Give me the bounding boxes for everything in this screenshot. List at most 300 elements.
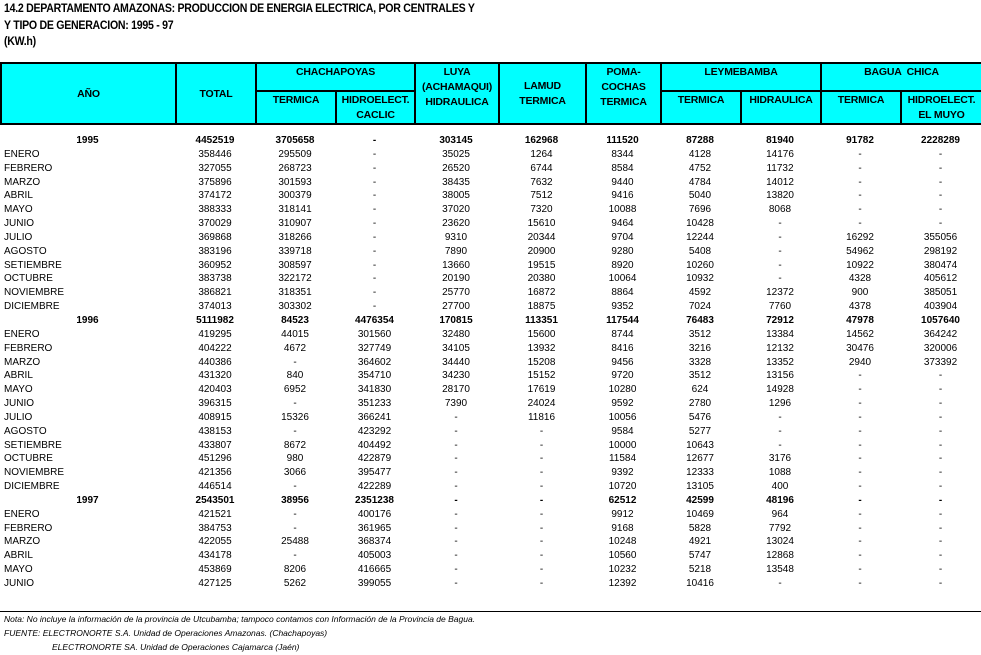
cell-lamud: 16872 bbox=[527, 287, 556, 299]
cell-chach-termica: 300379 bbox=[278, 190, 312, 202]
cell-luya: 32480 bbox=[442, 328, 470, 340]
cell-chach-termica: 308597 bbox=[278, 259, 312, 271]
cell-leym-hidraulica: - bbox=[778, 425, 782, 437]
cell-leym-termica: 10643 bbox=[686, 439, 714, 451]
cell-lamud: - bbox=[539, 508, 544, 520]
cell-bagua-hidro: - bbox=[938, 190, 943, 202]
cell-bagua-termica: - bbox=[858, 522, 862, 534]
cell-bagua-termica: - bbox=[858, 467, 862, 479]
cell-label: ENERO bbox=[4, 328, 40, 340]
cell-bagua-termica: - bbox=[858, 564, 862, 576]
cell-bagua-termica: - bbox=[858, 536, 862, 548]
cell-chach-hidro: - bbox=[372, 204, 377, 216]
cell-bagua-hidro: 373392 bbox=[923, 356, 958, 368]
cell-total: 453869 bbox=[198, 564, 232, 576]
cell-pomacochas: 9704 bbox=[611, 231, 634, 243]
cell-luya: 27700 bbox=[442, 301, 470, 313]
cell-pomacochas: 12392 bbox=[608, 578, 637, 589]
cell-total: 383196 bbox=[198, 245, 232, 257]
cell-chach-termica: 4672 bbox=[283, 342, 307, 354]
cell-label: OCTUBRE bbox=[4, 273, 53, 285]
cell-bagua-hidro: - bbox=[938, 467, 943, 479]
header-leymebamba: LEYMEBAMBA bbox=[661, 63, 821, 91]
cell-chach-hidro: - bbox=[372, 245, 377, 257]
cell-bagua-termica: - bbox=[858, 204, 862, 216]
cell-pomacochas: 10088 bbox=[608, 204, 637, 216]
cell-pomacochas: 9584 bbox=[611, 425, 634, 437]
cell-leym-hidraulica: 11732 bbox=[766, 162, 794, 174]
cell-lamud: 24024 bbox=[527, 398, 556, 410]
cell-chach-hidro: 400176 bbox=[357, 508, 392, 520]
cell-luya: 7390 bbox=[444, 398, 468, 410]
cell-leym-hidraulica: 13548 bbox=[766, 564, 794, 576]
data-table bbox=[0, 134, 981, 591]
cell-luya: 35025 bbox=[442, 148, 470, 160]
cell-leym-termica: 10469 bbox=[686, 508, 714, 520]
cell-pomacochas: 10064 bbox=[608, 273, 637, 285]
cell-luya: - bbox=[454, 550, 458, 562]
cell-leym-hidraulica: - bbox=[778, 218, 782, 230]
cell-leym-termica: 4128 bbox=[688, 148, 712, 160]
cell-bagua-hidro: 355056 bbox=[923, 231, 958, 243]
cell-bagua-termica: 91782 bbox=[846, 135, 874, 146]
cell-chach-termica: 339718 bbox=[278, 245, 312, 257]
header-bagua-chica: BAGUA CHICA bbox=[821, 63, 981, 91]
cell-total: 360952 bbox=[198, 259, 232, 271]
header-bagua-hidro bbox=[901, 91, 981, 124]
cell-bagua-hidro: 405612 bbox=[923, 273, 958, 285]
cell-leym-hidraulica: 48196 bbox=[766, 494, 794, 506]
cell-chach-termica: - bbox=[293, 481, 297, 493]
table-row bbox=[0, 535, 981, 549]
cell-label: JUNIO bbox=[4, 398, 34, 410]
table-row bbox=[0, 245, 981, 259]
cell-leym-termica: 5218 bbox=[688, 564, 712, 576]
cell-bagua-hidro: 320006 bbox=[923, 342, 958, 354]
cell-total: 451296 bbox=[198, 453, 232, 465]
cell-total: 434178 bbox=[198, 550, 232, 562]
cell-pomacochas: 9440 bbox=[611, 176, 634, 188]
cell-pomacochas: 9720 bbox=[611, 370, 634, 382]
cell-bagua-hidro: 380474 bbox=[923, 259, 958, 271]
cell-label: AGOSTO bbox=[4, 245, 47, 257]
cell-lamud: 7320 bbox=[530, 204, 553, 216]
header-lamud-line2: TERMICA bbox=[519, 95, 566, 107]
cell-pomacochas: 10720 bbox=[608, 481, 637, 493]
table-header bbox=[0, 62, 981, 125]
cell-luya: 20190 bbox=[442, 273, 470, 285]
cell-lamud: 11816 bbox=[527, 411, 556, 423]
cell-total: 388333 bbox=[198, 204, 232, 216]
header-chach-hidro-line2: CACLIC bbox=[356, 109, 395, 121]
table-row bbox=[0, 439, 981, 453]
cell-luya: 38005 bbox=[442, 190, 470, 202]
cell-bagua-termica: - bbox=[858, 218, 862, 230]
cell-lamud: 6744 bbox=[530, 162, 553, 174]
cell-bagua-termica: - bbox=[858, 148, 862, 160]
cell-chach-termica: 6952 bbox=[283, 384, 307, 396]
cell-pomacochas: 10248 bbox=[608, 536, 637, 548]
cell-pomacochas: 62512 bbox=[608, 494, 637, 506]
cell-total: 374013 bbox=[198, 301, 232, 313]
cell-luya: 34105 bbox=[442, 342, 470, 354]
cell-leym-termica: 5408 bbox=[688, 245, 712, 257]
cell-leym-termica: 7024 bbox=[688, 301, 712, 313]
cell-chach-hidro: - bbox=[372, 148, 377, 160]
cell-leym-hidraulica: 12372 bbox=[766, 287, 794, 299]
cell-bagua-termica: - bbox=[858, 578, 862, 589]
cell-luya: 38435 bbox=[442, 176, 470, 188]
cell-chach-hidro: 2351238 bbox=[355, 494, 394, 506]
source-line-1: FUENTE: ELECTRONORTE S.A. Unidad de Operaciones Amazonas. (Chachapoyas) bbox=[4, 628, 328, 638]
cell-lamud: - bbox=[539, 564, 544, 576]
year-total-row bbox=[0, 134, 981, 148]
cell-label: 1996 bbox=[76, 314, 99, 326]
cell-leym-hidraulica: 14012 bbox=[766, 176, 794, 188]
cell-lamud: - bbox=[539, 536, 544, 548]
cell-pomacochas: 10280 bbox=[608, 384, 637, 396]
cell-lamud: - bbox=[539, 550, 544, 562]
cell-total: 4452519 bbox=[195, 135, 235, 146]
cell-chach-termica: - bbox=[293, 522, 297, 534]
cell-lamud: 15152 bbox=[527, 370, 556, 382]
cell-chach-hidro: 404492 bbox=[357, 439, 392, 451]
table-row bbox=[0, 217, 981, 231]
table-row bbox=[0, 522, 981, 536]
header-bagua-hidro-line2: EL MUYO bbox=[918, 109, 965, 121]
cell-leym-termica: 12677 bbox=[686, 453, 714, 465]
cell-bagua-hidro: 2228289 bbox=[921, 135, 960, 146]
table-row bbox=[0, 342, 981, 356]
cell-bagua-termica: 2940 bbox=[848, 356, 872, 368]
cell-bagua-hidro: - bbox=[938, 453, 943, 465]
cell-lamud: 19515 bbox=[527, 259, 556, 271]
cell-chach-hidro: 395477 bbox=[357, 467, 392, 479]
cell-bagua-termica: 54962 bbox=[846, 245, 874, 257]
cell-chach-hidro: - bbox=[372, 135, 377, 146]
header-pomacochas bbox=[586, 63, 661, 124]
cell-total: 2543501 bbox=[195, 494, 235, 506]
cell-total: 433807 bbox=[198, 439, 232, 451]
cell-bagua-termica: - bbox=[858, 398, 862, 410]
cell-bagua-termica: - bbox=[858, 508, 862, 520]
cell-chach-hidro: 422879 bbox=[357, 453, 392, 465]
cell-pomacochas: 9168 bbox=[611, 522, 634, 534]
cell-label: ENERO bbox=[4, 508, 40, 520]
cell-leym-hidraulica: 81940 bbox=[766, 135, 794, 146]
table-row bbox=[0, 452, 981, 466]
table-row bbox=[0, 231, 981, 245]
cell-luya: - bbox=[454, 467, 458, 479]
cell-total: 386821 bbox=[198, 287, 232, 299]
cell-pomacochas: 8416 bbox=[611, 342, 634, 354]
cell-lamud: 7512 bbox=[530, 190, 553, 202]
cell-chach-termica: 301593 bbox=[278, 176, 312, 188]
table-row bbox=[0, 328, 981, 342]
header-luya-line1: LUYA bbox=[443, 66, 471, 78]
cell-leym-hidraulica: 1296 bbox=[768, 398, 792, 410]
table-row bbox=[0, 176, 981, 190]
cell-bagua-hidro: - bbox=[938, 384, 943, 396]
table-row bbox=[0, 480, 981, 494]
cell-pomacochas: 9280 bbox=[611, 245, 634, 257]
cell-chach-hidro: 301560 bbox=[357, 328, 392, 340]
cell-lamud: 20344 bbox=[527, 231, 556, 243]
cell-lamud: - bbox=[539, 467, 544, 479]
cell-chach-hidro: 361965 bbox=[357, 522, 392, 534]
table-row bbox=[0, 162, 981, 176]
cell-leym-termica: 5277 bbox=[688, 425, 712, 437]
cell-total: 369868 bbox=[198, 231, 232, 243]
cell-leym-termica: 4592 bbox=[688, 287, 712, 299]
cell-total: 396315 bbox=[198, 398, 232, 410]
cell-luya: 25770 bbox=[442, 287, 470, 299]
cell-label: SETIEMBRE bbox=[4, 259, 62, 271]
cell-bagua-hidro: - bbox=[938, 550, 943, 562]
cell-chach-termica: 15326 bbox=[281, 411, 309, 423]
cell-total: 438153 bbox=[198, 425, 232, 437]
cell-leym-hidraulica: 3176 bbox=[768, 453, 792, 465]
cell-leym-hidraulica: 14928 bbox=[766, 384, 794, 396]
table-row bbox=[0, 577, 981, 591]
cell-total: 370029 bbox=[198, 218, 232, 230]
cell-bagua-termica: - bbox=[858, 481, 862, 493]
cell-luya: - bbox=[454, 578, 458, 589]
cell-bagua-hidro: - bbox=[938, 564, 943, 576]
cell-luya: 7890 bbox=[444, 245, 468, 257]
cell-chach-termica: 3066 bbox=[283, 467, 307, 479]
header-leym-termica: TERMICA bbox=[661, 91, 741, 124]
footnote: Nota: No incluye la información de la provincia de Utcubamba; tampoco contamos con Información de la Provincia de Bagua. bbox=[4, 614, 476, 624]
cell-leym-hidraulica: - bbox=[778, 273, 782, 285]
cell-luya: 23620 bbox=[442, 218, 470, 230]
cell-leym-hidraulica: - bbox=[778, 259, 782, 271]
cell-total: 5111982 bbox=[196, 314, 234, 326]
cell-bagua-hidro: 385051 bbox=[923, 287, 958, 299]
cell-bagua-termica: - bbox=[858, 190, 862, 202]
cell-lamud: - bbox=[539, 578, 544, 589]
cell-chach-termica: 840 bbox=[286, 370, 304, 382]
cell-pomacochas: 9456 bbox=[611, 356, 634, 368]
cell-label: JUNIO bbox=[4, 218, 34, 230]
table-row bbox=[0, 466, 981, 480]
cell-lamud: - bbox=[539, 481, 544, 493]
year-total-row bbox=[0, 494, 981, 508]
cell-leym-hidraulica: 13820 bbox=[766, 190, 794, 202]
cell-chach-termica: 318141 bbox=[278, 204, 312, 216]
cell-leym-hidraulica: - bbox=[778, 439, 782, 451]
cell-chach-termica: 25488 bbox=[281, 536, 309, 548]
cell-chach-hidro: - bbox=[372, 231, 377, 243]
cell-chach-hidro: - bbox=[372, 176, 377, 188]
cell-leym-hidraulica: 7792 bbox=[768, 522, 792, 534]
table-row bbox=[0, 189, 981, 203]
header-chach-hidro bbox=[336, 91, 415, 124]
cell-luya: - bbox=[454, 536, 458, 548]
cell-bagua-hidro: 298192 bbox=[923, 245, 958, 257]
cell-bagua-hidro: - bbox=[938, 494, 943, 506]
cell-leym-hidraulica: - bbox=[778, 411, 782, 423]
cell-pomacochas: 8744 bbox=[611, 328, 634, 340]
header-poma-line2: COCHAS bbox=[601, 81, 646, 93]
cell-leym-hidraulica: 1088 bbox=[768, 467, 792, 479]
cell-bagua-termica: 4378 bbox=[848, 301, 872, 313]
cell-chach-termica: 318266 bbox=[278, 231, 312, 243]
cell-lamud: - bbox=[539, 425, 544, 437]
cell-lamud: 18875 bbox=[527, 301, 556, 313]
cell-luya: 28170 bbox=[442, 384, 470, 396]
cell-chach-hidro: 423292 bbox=[357, 425, 392, 437]
cell-bagua-termica: - bbox=[858, 370, 862, 382]
cell-chach-termica: - bbox=[293, 356, 297, 368]
cell-bagua-termica: - bbox=[858, 176, 862, 188]
table-row bbox=[0, 286, 981, 300]
cell-luya: - bbox=[454, 494, 458, 506]
cell-leym-hidraulica: 400 bbox=[771, 481, 789, 493]
cell-bagua-termica: - bbox=[858, 384, 862, 396]
cell-leym-termica: 4921 bbox=[688, 536, 712, 548]
header-anio: AÑO bbox=[1, 63, 176, 124]
cell-bagua-hidro: - bbox=[938, 411, 943, 423]
cell-leym-termica: 10428 bbox=[686, 218, 714, 230]
cell-leym-hidraulica: - bbox=[778, 231, 782, 243]
cell-label: NOVIEMBRE bbox=[4, 467, 65, 479]
cell-total: 327055 bbox=[198, 162, 232, 174]
cell-luya: 170815 bbox=[439, 314, 473, 326]
cell-leym-termica: 76483 bbox=[686, 314, 714, 326]
cell-pomacochas: 8864 bbox=[611, 287, 634, 299]
cell-pomacochas: 9352 bbox=[611, 301, 634, 313]
cell-leym-hidraulica: - bbox=[778, 578, 782, 589]
cell-chach-termica: 322172 bbox=[278, 273, 312, 285]
cell-bagua-hidro: 364242 bbox=[923, 328, 958, 340]
cell-total: 440386 bbox=[198, 356, 232, 368]
cell-label: FEBRERO bbox=[4, 162, 53, 174]
cell-bagua-hidro: - bbox=[938, 425, 943, 437]
cell-chach-hidro: - bbox=[372, 273, 377, 285]
cell-chach-hidro: 416665 bbox=[357, 564, 392, 576]
cell-bagua-hidro: - bbox=[938, 218, 943, 230]
cell-luya: - bbox=[454, 508, 458, 520]
cell-chach-hidro: 366241 bbox=[357, 411, 392, 423]
cell-total: 374172 bbox=[198, 190, 232, 202]
cell-leym-hidraulica: 7760 bbox=[768, 301, 792, 313]
cell-total: 421356 bbox=[198, 467, 232, 479]
cell-chach-termica: 295509 bbox=[278, 148, 312, 160]
header-chach-hidro-line1: HIDROELECT. bbox=[341, 94, 410, 106]
cell-label: SETIEMBRE bbox=[4, 439, 62, 451]
cell-bagua-hidro: - bbox=[938, 481, 943, 493]
cell-bagua-termica: 900 bbox=[851, 287, 869, 299]
cell-label: AGOSTO bbox=[4, 425, 47, 437]
cell-chach-hidro: 399055 bbox=[357, 578, 392, 589]
cell-luya: - bbox=[454, 411, 458, 423]
cell-total: 384753 bbox=[198, 522, 232, 534]
cell-luya: 26520 bbox=[442, 162, 470, 174]
cell-chach-hidro: - bbox=[372, 190, 377, 202]
cell-leym-termica: 5828 bbox=[688, 522, 712, 534]
cell-bagua-termica: 4328 bbox=[848, 273, 872, 285]
cell-chach-hidro: 422289 bbox=[357, 481, 392, 493]
cell-chach-hidro: 341830 bbox=[357, 384, 392, 396]
report-unit: (KW.h) bbox=[4, 36, 36, 48]
cell-leym-hidraulica: - bbox=[778, 245, 782, 257]
cell-label: ABRIL bbox=[4, 370, 33, 382]
table-row bbox=[0, 425, 981, 439]
cell-total: 383738 bbox=[198, 273, 232, 285]
cell-chach-termica: 8206 bbox=[283, 564, 307, 576]
cell-bagua-hidro: - bbox=[938, 508, 943, 520]
cell-chach-hidro: 351233 bbox=[357, 398, 392, 410]
cell-chach-hidro: 354710 bbox=[357, 370, 392, 382]
cell-luya: - bbox=[454, 564, 458, 576]
cell-bagua-termica: 47978 bbox=[846, 314, 874, 326]
cell-bagua-hidro: - bbox=[938, 148, 943, 160]
cell-bagua-hidro: 403904 bbox=[923, 301, 958, 313]
header-bagua-hidro-line1: HIDROELECT. bbox=[907, 94, 976, 106]
cell-leym-termica: 3216 bbox=[688, 342, 712, 354]
cell-bagua-hidro: - bbox=[938, 439, 943, 451]
cell-lamud: 1264 bbox=[530, 148, 553, 160]
cell-bagua-termica: - bbox=[858, 162, 862, 174]
cell-lamud: - bbox=[539, 494, 544, 506]
cell-luya: - bbox=[454, 425, 458, 437]
cell-chach-termica: 8672 bbox=[283, 439, 307, 451]
cell-total: 421521 bbox=[198, 508, 232, 520]
cell-leym-hidraulica: 72912 bbox=[766, 314, 794, 326]
header-luya-line2: (ACHAMAQUI) bbox=[421, 81, 493, 93]
cell-chach-termica: 303302 bbox=[278, 301, 312, 313]
cell-leym-termica: 87288 bbox=[686, 135, 714, 146]
cell-chach-hidro: - bbox=[372, 259, 377, 271]
cell-bagua-hidro: 1057640 bbox=[921, 314, 960, 326]
cell-total: 422055 bbox=[198, 536, 232, 548]
cell-chach-termica: - bbox=[293, 550, 297, 562]
cell-label: JULIO bbox=[4, 231, 33, 243]
cell-luya: 34440 bbox=[442, 356, 470, 368]
cell-label: MAYO bbox=[4, 204, 33, 216]
cell-bagua-hidro: - bbox=[938, 522, 943, 534]
cell-label: MAYO bbox=[4, 564, 33, 576]
header-poma-line3: TERMICA bbox=[600, 96, 647, 108]
cell-chach-termica: - bbox=[293, 398, 297, 410]
cell-lamud: 113351 bbox=[525, 314, 558, 326]
cell-chach-hidro: 368374 bbox=[357, 536, 392, 548]
cell-pomacochas: 117544 bbox=[606, 314, 639, 326]
cell-chach-termica: 268723 bbox=[278, 162, 312, 174]
cell-lamud: 15208 bbox=[527, 356, 556, 368]
cell-chach-termica: 318351 bbox=[278, 287, 312, 299]
cell-chach-hidro: 327749 bbox=[357, 342, 392, 354]
table-row bbox=[0, 369, 981, 383]
cell-luya: - bbox=[454, 453, 458, 465]
cell-chach-hidro: - bbox=[372, 218, 377, 230]
cell-chach-termica: 5262 bbox=[283, 578, 307, 589]
cell-chach-termica: 44015 bbox=[281, 328, 309, 340]
cell-leym-termica: 10260 bbox=[686, 259, 714, 271]
cell-pomacochas: 8584 bbox=[611, 162, 634, 174]
header-lamud-line1: LAMUD bbox=[524, 80, 561, 92]
cell-bagua-hidro: - bbox=[938, 204, 943, 216]
header-bagua-termica: TERMICA bbox=[821, 91, 901, 124]
cell-bagua-termica: - bbox=[858, 439, 862, 451]
cell-chach-termica: 84523 bbox=[281, 314, 309, 326]
footer-divider bbox=[0, 611, 981, 612]
cell-label: DICIEMBRE bbox=[4, 301, 60, 313]
cell-leym-termica: 4784 bbox=[688, 176, 712, 188]
cell-chach-termica: 38956 bbox=[281, 494, 309, 506]
cell-luya: 303145 bbox=[439, 135, 473, 146]
